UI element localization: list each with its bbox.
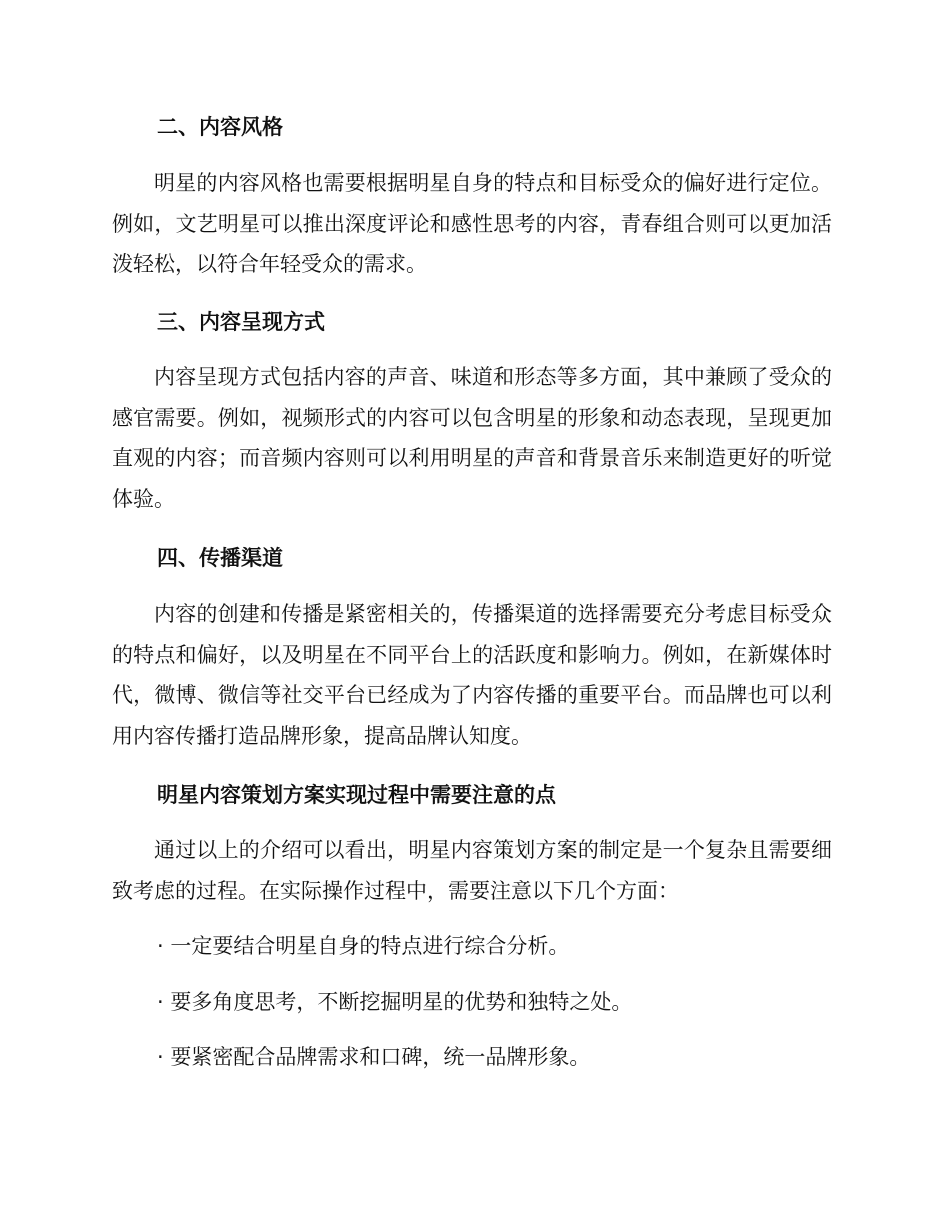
bullet-item: · 要多角度思考，不断挖掘明星的优势和独特之处。	[157, 990, 633, 1014]
bullet-item: · 要紧密配合品牌需求和口碑，统一品牌形象。	[157, 1045, 591, 1069]
section-heading-notes: 明星内容策划方案实现过程中需要注意的点	[157, 783, 556, 807]
section-heading-channels: 四、传播渠道	[157, 546, 283, 570]
section-body-presentation: 内容呈现方式包括内容的声音、味道和形态等多方面，其中兼顾了受众的感官需要。例如，视频形式的内容可以包含明星的形象和动态表现，呈现更加直观的内容；而音频内容则可以利用明星的声音和背景音乐来制造更好的听觉体验。	[112, 365, 832, 511]
section-body-notes: 通过以上的介绍可以看出，明星内容策划方案的制定是一个复杂且需要细致考虑的过程。在实际操作过程中，需要注意以下几个方面：	[112, 838, 832, 903]
section-body-channels: 内容的创建和传播是紧密相关的，传播渠道的选择需要充分考虑目标受众的特点和偏好，以及明星在不同平台上的活跃度和影响力。例如，在新媒体时代，微博、微信等社交平台已经成为了内容传播的重要平台。而品牌也可以利用内容传播打造品牌形象，提高品牌认知度。	[112, 602, 832, 748]
section-heading-content-style: 二、内容风格	[157, 115, 283, 139]
section-heading-presentation: 三、内容呈现方式	[157, 310, 325, 334]
bullet-item: · 一定要结合明星自身的特点进行综合分析。	[157, 934, 570, 958]
section-body-content-style: 明星的内容风格也需要根据明星自身的特点和目标受众的偏好进行定位。例如，文艺明星可以推出深度评论和感性思考的内容，青春组合则可以更加活泼轻松，以符合年轻受众的需求。	[112, 171, 832, 276]
